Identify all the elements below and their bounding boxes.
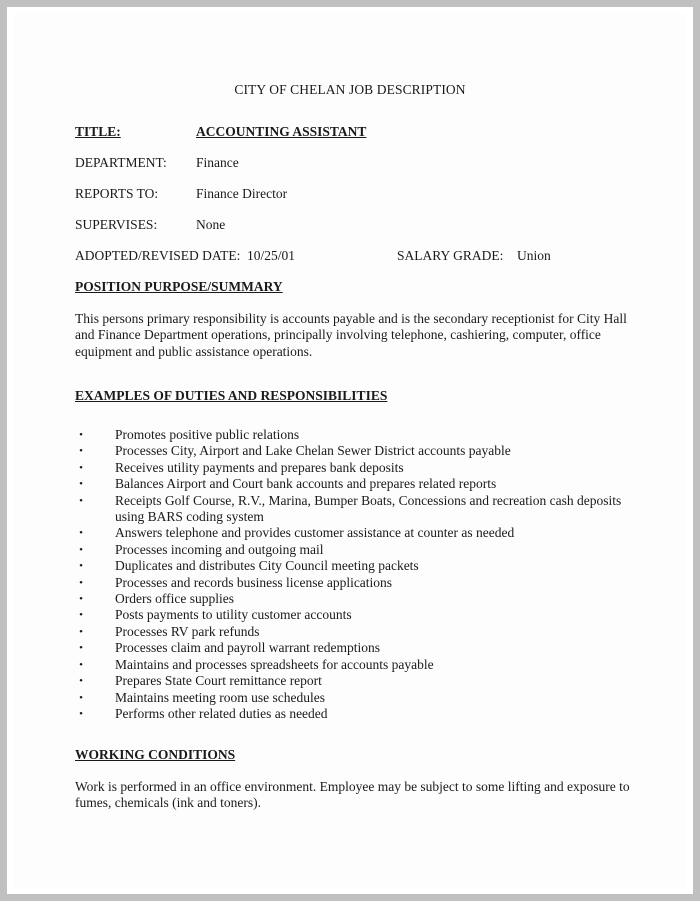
duty-text: Balances Airport and Court bank accounts and prepares related reports (115, 476, 497, 492)
title-label: TITLE: (75, 124, 121, 139)
duty-text: Receipts Golf Course, R.V., Marina, Bumper Boats, Concessions and recreation cash deposits using BARS coding system (115, 492, 622, 525)
duty-item (75, 476, 645, 492)
duty-text: Processes City, Airport and Lake Chelan Sewer District accounts payable (115, 443, 511, 459)
bullet-icon: • (79, 494, 83, 507)
department-label: DEPARTMENT: (75, 155, 167, 170)
duty-item (75, 624, 645, 640)
title-value: ACCOUNTING ASSISTANT (196, 124, 367, 139)
salary-grade-label: SALARY GRADE: (397, 248, 504, 263)
bullet-icon: • (79, 691, 83, 704)
duty-item (75, 525, 645, 541)
duty-text: Maintains meeting room use schedules (115, 689, 325, 705)
bullet-icon: • (79, 707, 83, 720)
duty-text: Orders office supplies (115, 591, 234, 607)
supervises-value: None (196, 217, 226, 232)
bullet-icon: • (79, 658, 83, 671)
duties-heading: EXAMPLES OF DUTIES AND RESPONSIBILITIES (75, 388, 388, 403)
duty-text: Processes claim and payroll warrant redemptions (115, 640, 381, 656)
duty-item (75, 542, 645, 558)
duty-text: Receives utility payments and prepares bank deposits (115, 459, 404, 475)
purpose-text: This persons primary responsibility is accounts payable and is the secondary receptionist for City Hall and Finance Department operations, principally involving telephone, cashiering, computer, office equipment and public assistance operations. (75, 311, 627, 359)
duty-item (75, 460, 645, 476)
adopted-date-label: ADOPTED/REVISED DATE: (75, 248, 241, 263)
reports-to-value: Finance Director (196, 186, 288, 201)
duty-item (75, 673, 645, 689)
duty-item (75, 427, 645, 443)
duty-text: Promotes positive public relations (115, 427, 300, 442)
duty-item (75, 493, 645, 526)
document-page (14, 14, 686, 887)
duty-item (75, 558, 645, 574)
duty-item (75, 706, 645, 722)
bullet-icon: • (79, 576, 83, 589)
supervises-label: SUPERVISES: (75, 217, 158, 232)
adopted-date-value: 10/25/01 (247, 248, 296, 263)
bullet-icon: • (79, 560, 83, 573)
duty-text: Maintains and processes spreadsheets for accounts payable (115, 656, 434, 672)
duty-item (75, 640, 645, 656)
duty-text: Performs other related duties as needed (115, 705, 328, 721)
duty-item (75, 591, 645, 607)
duty-text: Answers telephone and provides customer assistance at counter as needed (115, 525, 515, 541)
duty-text: Processes incoming and outgoing mail (115, 541, 324, 557)
duty-text: Processes RV park refunds (115, 623, 260, 639)
duty-item (75, 690, 645, 706)
bullet-icon: • (79, 527, 83, 540)
bullet-icon: • (79, 675, 83, 688)
purpose-heading: POSITION PURPOSE/SUMMARY (75, 279, 283, 294)
duty-item (75, 657, 645, 673)
duty-text: Processes and records business license applications (115, 574, 393, 590)
bullet-icon: • (79, 478, 83, 491)
duty-item (75, 443, 645, 459)
bullet-icon: • (79, 593, 83, 606)
department-value: Finance (196, 155, 239, 170)
bullet-icon: • (79, 445, 83, 458)
working-conditions-text: Work is performed in an office environment. Employee may be subject to some lifting and exposure to fumes, chemicals (ink and toners). (75, 779, 630, 811)
bullet-icon: • (79, 543, 83, 556)
reports-to-label: REPORTS TO: (75, 186, 159, 201)
bullet-icon: • (79, 429, 83, 441)
document-heading: CITY OF CHELAN JOB DESCRIPTION (234, 82, 466, 97)
bullet-icon: • (79, 642, 83, 655)
duty-text: Prepares State Court remittance report (115, 673, 322, 689)
bullet-icon: • (79, 609, 83, 622)
working-conditions-heading: WORKING CONDITIONS (75, 747, 236, 762)
salary-grade-value: Union (517, 248, 551, 263)
duty-text: Posts payments to utility customer accounts (115, 607, 352, 623)
duties-list (75, 427, 645, 722)
duty-text: Duplicates and distributes City Council meeting packets (115, 558, 419, 574)
duty-item (75, 575, 645, 591)
bullet-icon: • (79, 461, 83, 474)
bullet-icon: • (79, 625, 83, 638)
duty-item (75, 607, 645, 623)
